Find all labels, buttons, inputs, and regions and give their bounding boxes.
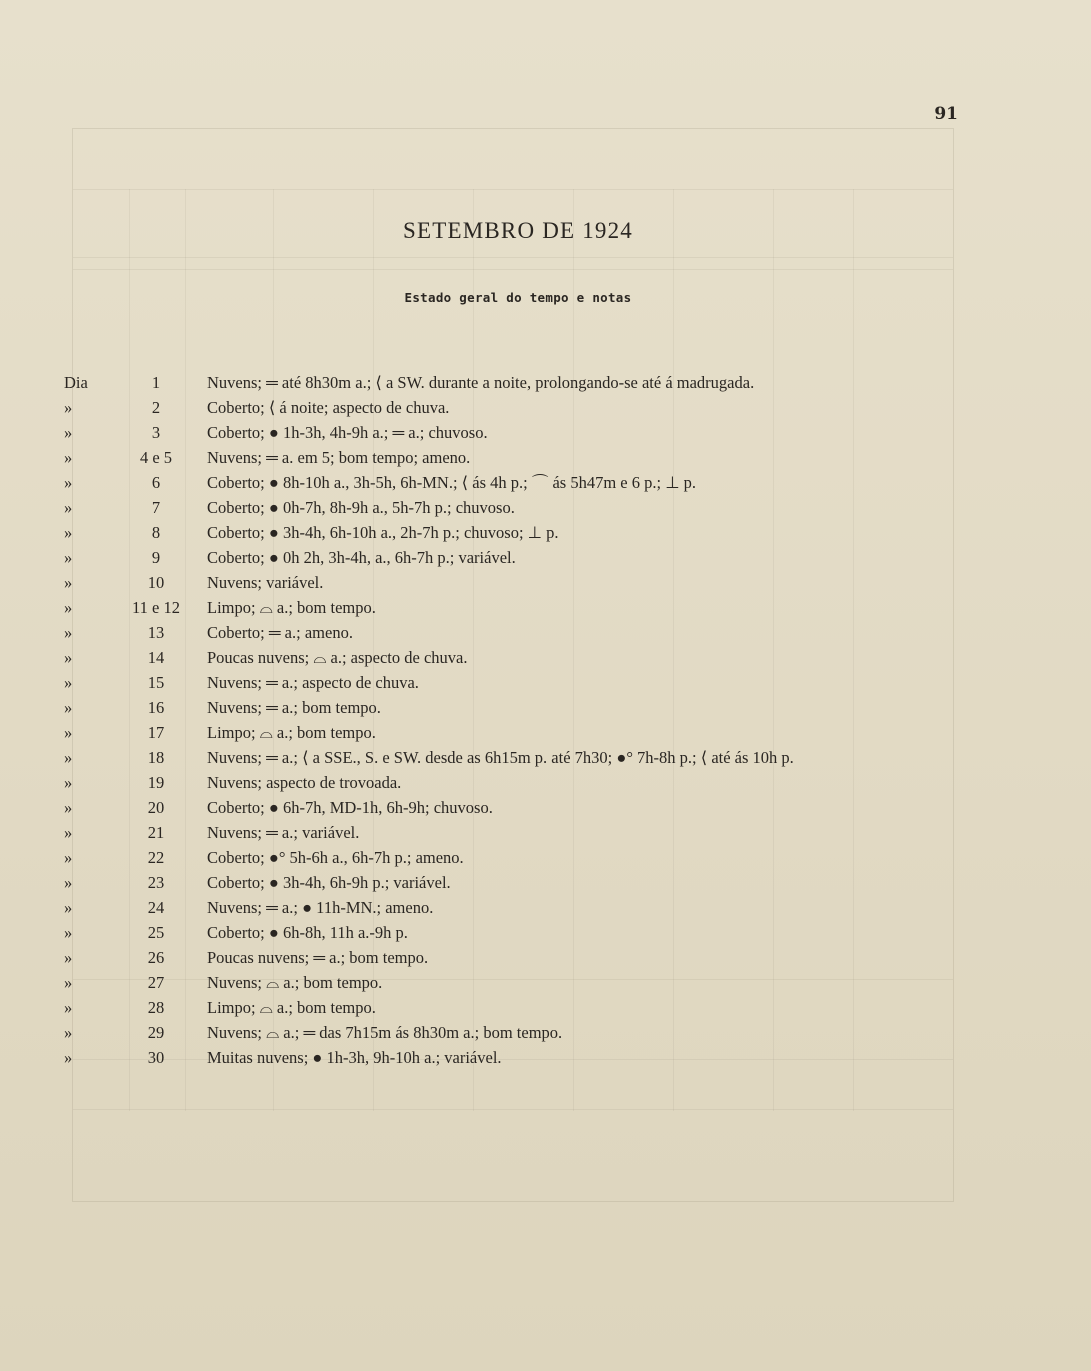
row-note: Poucas nuvens; ⌓ a.; aspecto de chuva. bbox=[207, 648, 468, 667]
list-item bbox=[0, 870, 1091, 895]
list-item bbox=[0, 745, 1091, 770]
row-note: Limpo; ⌓ a.; bom tempo. bbox=[207, 723, 376, 742]
row-label: » bbox=[64, 623, 73, 642]
row-day: 19 bbox=[147, 773, 165, 792]
row-note: Coberto; ● 3h-4h, 6h-10h a., 2h-7h p.; chuvoso; ⊥ p. bbox=[207, 523, 559, 542]
row-day: 26 bbox=[147, 948, 165, 967]
row-day: 13 bbox=[147, 623, 165, 642]
row-day: 27 bbox=[147, 973, 165, 992]
row-label: » bbox=[64, 1023, 73, 1042]
list-item bbox=[0, 645, 1091, 670]
row-label: » bbox=[64, 473, 73, 492]
row-note: Coberto; ● 0h-7h, 8h-9h a., 5h-7h p.; chuvoso. bbox=[207, 498, 515, 517]
list-item bbox=[0, 795, 1091, 820]
row-day: 3 bbox=[151, 423, 161, 442]
list-item bbox=[0, 495, 1091, 520]
row-note: Coberto; ● 1h-3h, 4h-9h a.; ═ a.; chuvoso. bbox=[207, 423, 488, 442]
page-title: SETEMBRO DE 1924 bbox=[402, 218, 634, 243]
row-day: 9 bbox=[151, 548, 161, 567]
row-label: » bbox=[64, 723, 73, 742]
row-note: Nuvens; aspecto de trovoada. bbox=[207, 773, 402, 792]
row-label: » bbox=[64, 948, 73, 967]
list-item bbox=[0, 995, 1091, 1020]
row-note: Coberto; ●° 5h-6h a., 6h-7h p.; ameno. bbox=[207, 848, 464, 867]
list-item bbox=[0, 570, 1091, 595]
row-note: Coberto; ● 8h-10h a., 3h-5h, 6h-MN.; ⟨ ás 4h p.; ⌒ ás 5h47m e 6 p.; ⊥ p. bbox=[207, 473, 697, 492]
row-label: » bbox=[64, 898, 73, 917]
row-note: Poucas nuvens; ═ a.; bom tempo. bbox=[207, 948, 429, 967]
row-note: Nuvens; ═ a.; ● 11h-MN.; ameno. bbox=[207, 898, 434, 917]
row-label: » bbox=[64, 548, 73, 567]
row-label: » bbox=[64, 398, 73, 417]
row-label: » bbox=[64, 1048, 73, 1067]
row-label: » bbox=[64, 973, 73, 992]
weather-notes-list bbox=[0, 370, 1091, 1070]
list-item bbox=[0, 945, 1091, 970]
row-note: Limpo; ⌓ a.; bom tempo. bbox=[207, 998, 376, 1017]
row-label: » bbox=[64, 798, 73, 817]
row-label: » bbox=[64, 848, 73, 867]
row-day: 6 bbox=[151, 473, 161, 492]
row-label: » bbox=[64, 698, 73, 717]
row-note: Coberto; ═ a.; ameno. bbox=[207, 623, 353, 642]
row-label: Dia bbox=[64, 373, 88, 392]
row-note: Coberto; ● 6h-8h, 11h a.-9h p. bbox=[207, 923, 408, 942]
row-day: 24 bbox=[147, 898, 165, 917]
row-note: Coberto; ● 6h-7h, MD-1h, 6h-9h; chuvoso. bbox=[207, 798, 493, 817]
row-day: 17 bbox=[147, 723, 165, 742]
row-label: » bbox=[64, 748, 73, 767]
row-note: Nuvens; ═ a.; ⟨ a SSE., S. e SW. desde as 6h15m p. até 7h30; ●° 7h-8h p.; ⟨ até ás 10h p. bbox=[207, 748, 794, 767]
row-day: 7 bbox=[151, 498, 161, 517]
row-label: » bbox=[64, 673, 73, 692]
row-note: Nuvens; ═ a.; bom tempo. bbox=[207, 698, 381, 717]
row-day: 2 bbox=[151, 398, 161, 417]
row-day: 23 bbox=[147, 873, 165, 892]
row-day: 16 bbox=[147, 698, 165, 717]
row-day: 4 e 5 bbox=[139, 448, 173, 467]
row-day: 18 bbox=[147, 748, 165, 767]
list-item bbox=[0, 820, 1091, 845]
row-note: Nuvens; ═ a.; aspecto de chuva. bbox=[207, 673, 419, 692]
row-label: » bbox=[64, 773, 73, 792]
row-note: Nuvens; ═ a.; variável. bbox=[207, 823, 360, 842]
list-item bbox=[0, 695, 1091, 720]
row-note: Nuvens; ═ a. em 5; bom tempo; ameno. bbox=[207, 448, 471, 467]
list-item bbox=[0, 670, 1091, 695]
row-label: » bbox=[64, 823, 73, 842]
row-label: » bbox=[64, 498, 73, 517]
row-day: 21 bbox=[147, 823, 165, 842]
list-item bbox=[0, 845, 1091, 870]
list-item bbox=[0, 545, 1091, 570]
list-item bbox=[0, 1020, 1091, 1045]
row-day: 22 bbox=[147, 848, 165, 867]
row-note: Limpo; ⌓ a.; bom tempo. bbox=[207, 598, 376, 617]
list-item bbox=[0, 1045, 1091, 1070]
list-item bbox=[0, 620, 1091, 645]
list-item bbox=[0, 970, 1091, 995]
row-day: 28 bbox=[147, 998, 165, 1017]
row-note: Coberto; ● 0h 2h, 3h-4h, a., 6h-7h p.; variável. bbox=[207, 548, 516, 567]
row-label: » bbox=[64, 598, 73, 617]
row-day: 30 bbox=[147, 1048, 165, 1067]
list-item bbox=[0, 420, 1091, 445]
list-item bbox=[0, 370, 1091, 395]
list-item bbox=[0, 520, 1091, 545]
page-number: 91 bbox=[934, 104, 958, 124]
row-note: Coberto; ● 3h-4h, 6h-9h p.; variável. bbox=[207, 873, 451, 892]
row-day: 8 bbox=[151, 523, 161, 542]
row-note: Nuvens; ⌓ a.; bom tempo. bbox=[207, 973, 383, 992]
list-item bbox=[0, 595, 1091, 620]
row-note: Nuvens; ═ até 8h30m a.; ⟨ a SW. durante a noite, prolongando-se até á madrugada. bbox=[207, 373, 755, 392]
section-subtitle: Estado geral do tempo e notas bbox=[404, 290, 632, 305]
list-item bbox=[0, 445, 1091, 470]
row-day: 25 bbox=[147, 923, 165, 942]
row-note: Muitas nuvens; ● 1h-3h, 9h-10h a.; variável. bbox=[207, 1048, 502, 1067]
row-label: » bbox=[64, 448, 73, 467]
row-note: Nuvens; variável. bbox=[207, 573, 324, 592]
row-day: 1 bbox=[151, 373, 161, 392]
row-label: » bbox=[64, 523, 73, 542]
row-day: 20 bbox=[147, 798, 165, 817]
list-item bbox=[0, 770, 1091, 795]
row-day: 29 bbox=[147, 1023, 165, 1042]
row-label: » bbox=[64, 648, 73, 667]
row-note: Nuvens; ⌓ a.; ═ das 7h15m ás 8h30m a.; bom tempo. bbox=[207, 1023, 563, 1042]
row-note: Coberto; ⟨ á noite; aspecto de chuva. bbox=[207, 398, 450, 417]
list-item bbox=[0, 470, 1091, 495]
list-item bbox=[0, 395, 1091, 420]
row-label: » bbox=[64, 923, 73, 942]
list-item bbox=[0, 895, 1091, 920]
row-day: 15 bbox=[147, 673, 165, 692]
row-label: » bbox=[64, 573, 73, 592]
list-item bbox=[0, 720, 1091, 745]
row-label: » bbox=[64, 998, 73, 1017]
row-day: 11 e 12 bbox=[132, 598, 180, 617]
row-day: 14 bbox=[147, 648, 165, 667]
row-label: » bbox=[64, 423, 73, 442]
row-label: » bbox=[64, 873, 73, 892]
row-day: 10 bbox=[147, 573, 165, 592]
list-item bbox=[0, 920, 1091, 945]
